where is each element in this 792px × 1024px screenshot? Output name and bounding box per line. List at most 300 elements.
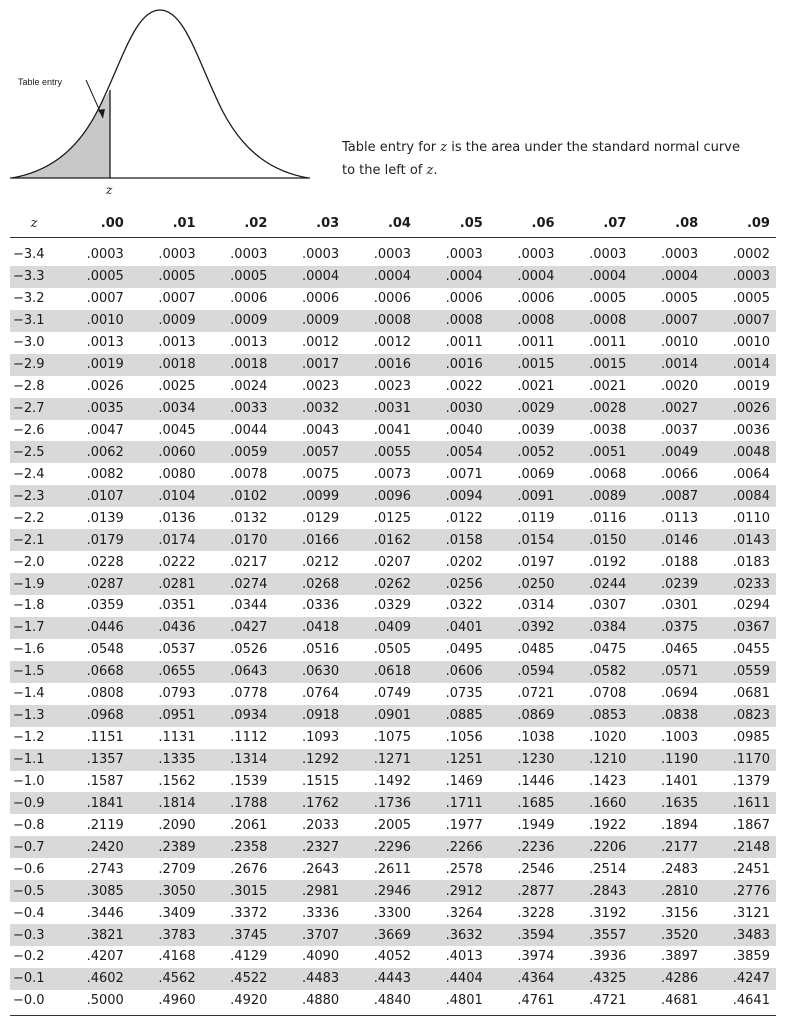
table-cell: .0023 [373,379,411,395]
column-header-z: z [30,215,38,231]
table-cell: .0548 [86,642,124,658]
table-cell: .0054 [445,444,483,460]
table-cell: .0052 [517,444,555,460]
table-cell: .0039 [517,422,555,438]
table-cell: .4207 [86,949,124,965]
table-row [10,266,776,288]
table-cell: .2090 [158,817,196,833]
table-cell: .0006 [230,291,268,307]
row-z-value: −3.4 [13,247,45,263]
row-z-value: −0.5 [13,883,45,899]
table-cell: .2676 [230,861,268,877]
table-cell: .0392 [517,620,555,636]
row-z-value: −0.2 [13,949,45,965]
table-row [10,244,776,266]
table-row [10,639,776,661]
table-cell: .3859 [732,949,770,965]
table-cell: .3409 [158,905,196,921]
table-cell: .0005 [660,291,699,307]
row-z-value: −2.8 [13,379,45,395]
table-cell: .0075 [301,466,340,482]
table-cell: .0004 [517,269,555,285]
row-z-value: −0.1 [13,971,45,987]
table-cell: .0003 [732,269,770,285]
table-cell: .0104 [158,488,196,504]
table-cell: .0262 [373,576,411,592]
table-cell: .0808 [86,686,124,702]
table-cell: .0735 [445,686,483,702]
table-cell: .0014 [660,357,699,373]
table-cell: .1814 [158,795,196,811]
table-cell: .0136 [158,510,196,526]
table-cell: .0179 [86,532,124,548]
table-cell: .3745 [230,927,268,943]
table-cell: .3594 [517,927,555,943]
table-row [10,924,776,946]
table-cell: .1292 [301,752,340,768]
row-z-value: −0.8 [13,817,45,833]
column-header: .07 [603,215,627,231]
table-cell: .2843 [589,883,627,899]
table-cell: .0146 [660,532,699,548]
table-cell: .0158 [445,532,483,548]
table-cell: .0040 [445,422,483,438]
table-cell: .1539 [230,773,268,789]
row-z-value: −2.2 [13,510,45,526]
table-cell: .0011 [517,335,555,351]
table-cell: .0375 [660,620,699,636]
table-cell: .4090 [301,949,340,965]
table-row [10,814,776,836]
z-symbol: z [426,163,434,178]
table-bottom-rule [10,1015,776,1016]
table-cell: .0384 [589,620,627,636]
table-cell: .0013 [86,335,124,351]
table-cell: .4960 [158,993,196,1009]
table-cell: .0025 [158,379,196,395]
table-cell: .0359 [86,598,124,614]
table-cell: .0409 [373,620,411,636]
table-cell: .0017 [301,357,340,373]
table-row [10,310,776,332]
table-row [10,902,776,924]
table-cell: .0013 [158,335,196,351]
table-cell: .2236 [517,839,555,855]
table-cell: .0031 [373,401,411,417]
table-cell: .4364 [517,971,555,987]
table-cell: .0012 [373,335,411,351]
row-z-value: −1.7 [13,620,45,636]
row-z-value: −1.4 [13,686,45,702]
table-cell: .0003 [517,247,555,263]
table-cell: .2451 [732,861,770,877]
table-cell: .2912 [445,883,483,899]
table-header-row [10,209,776,238]
table-cell: .0985 [732,730,770,746]
table-cell: .0069 [517,466,555,482]
table-cell: .4562 [158,971,196,987]
row-z-value: −3.1 [13,313,45,329]
column-header: .04 [387,215,411,231]
table-cell: .0004 [660,269,699,285]
table-cell: .0008 [445,313,483,329]
row-z-value: −0.3 [13,927,45,943]
table-cell: .5000 [86,993,124,1009]
table-row [10,792,776,814]
table-cell: .2389 [158,839,196,855]
table-cell: .0049 [660,444,699,460]
table-cell: .0132 [230,510,268,526]
table-cell: .0823 [732,708,770,724]
table-cell: .0853 [589,708,627,724]
table-cell: .0143 [732,532,770,548]
table-cell: .0026 [732,401,770,417]
row-z-value: −1.1 [13,752,45,768]
table-row [10,683,776,705]
table-cell: .4522 [230,971,268,987]
table-cell: .0035 [86,401,124,417]
table-cell: .1401 [660,773,699,789]
table-cell: .0281 [158,576,196,592]
table-cell: .0465 [660,642,699,658]
table-cell: .2611 [373,861,411,877]
table-cell: .0559 [732,664,770,680]
table-cell: .0057 [301,444,340,460]
table-cell: .0668 [86,664,124,680]
table-cell: .0314 [517,598,555,614]
table-row [10,946,776,968]
table-cell: .2643 [301,861,340,877]
table-cell: .0008 [589,313,627,329]
table-cell: .0681 [732,686,770,702]
table-cell: .3121 [732,905,770,921]
table-cell: .0013 [230,335,268,351]
table-cell: .0080 [158,466,196,482]
table-cell: .0427 [230,620,268,636]
table-cell: .1685 [517,795,555,811]
table-row [10,354,776,376]
table-cell: .0951 [158,708,196,724]
table-cell: .4602 [86,971,124,987]
table-cell: .0028 [589,401,627,417]
table-cell: .0015 [589,357,627,373]
table-row [10,463,776,485]
row-z-value: −0.9 [13,795,45,811]
table-cell: .0655 [158,664,196,680]
table-cell: .4013 [445,949,483,965]
table-cell: .0038 [589,422,627,438]
table-row [10,749,776,771]
table-cell: .0007 [732,313,770,329]
table-cell: .3050 [158,883,196,899]
table-cell: .0073 [373,466,411,482]
table-cell: .0008 [517,313,555,329]
table-cell: .0166 [301,532,340,548]
table-cell: .0020 [660,379,699,395]
table-cell: .0174 [158,532,196,548]
table-cell: .0268 [301,576,340,592]
table-cell: .0012 [301,335,340,351]
table-cell: .0516 [301,642,340,658]
table-cell: .0183 [732,554,770,570]
table-cell: .4721 [589,993,627,1009]
bell-curve [12,10,308,178]
table-cell: .0055 [373,444,411,460]
table-cell: .4052 [373,949,411,965]
table-cell: .2709 [158,861,196,877]
table-cell: .2358 [230,839,268,855]
table-cell: .1469 [445,773,483,789]
table-cell: .0045 [158,422,196,438]
table-cell: .0051 [589,444,627,460]
table-cell: .2119 [86,817,124,833]
table-cell: .0004 [445,269,483,285]
table-cell: .2177 [660,839,699,855]
table-cell: .0250 [517,576,555,592]
table-cell: .0526 [230,642,268,658]
table-cell: .0003 [230,247,268,263]
column-header: .00 [100,215,124,231]
shaded-area [12,90,110,178]
table-cell: .4641 [732,993,770,1009]
table-cell: .0129 [301,510,340,526]
table-cell: .0018 [158,357,196,373]
table-row [10,661,776,683]
table-cell: .0082 [86,466,124,482]
table-cell: .0033 [230,401,268,417]
table-cell: .0107 [86,488,124,504]
table-cell: .0505 [373,642,411,658]
row-z-value: −2.3 [13,488,45,504]
table-row [10,836,776,858]
table-cell: .4801 [445,993,483,1009]
table-cell: .1190 [660,752,699,768]
table-cell: .0594 [517,664,555,680]
table-cell: .0062 [86,444,124,460]
table-cell: .0009 [230,313,268,329]
table-cell: .4286 [660,971,699,987]
table-cell: .1038 [517,730,555,746]
table-cell: .0885 [445,708,483,724]
table-cell: .3156 [660,905,699,921]
table-cell: .0047 [86,422,124,438]
table-cell: .0307 [589,598,627,614]
table-cell: .0011 [589,335,627,351]
table-cell: .2296 [373,839,411,855]
table-cell: .0329 [373,598,411,614]
table-cell: .1977 [445,817,483,833]
table-cell: .0010 [86,313,124,329]
table-cell: .1611 [732,795,770,811]
table-cell: .0869 [517,708,555,724]
table-cell: .0202 [445,554,483,570]
table-cell: .0119 [517,510,555,526]
row-z-value: −2.6 [13,422,45,438]
column-header: .03 [316,215,340,231]
table-cell: .0023 [301,379,340,395]
table-cell: .1635 [660,795,699,811]
row-z-value: −2.7 [13,401,45,417]
table-cell: .0003 [373,247,411,263]
table-cell: .0006 [517,291,555,307]
column-header: .02 [244,215,268,231]
table-cell: .0244 [589,576,627,592]
table-cell: .0778 [230,686,268,702]
table-cell: .0060 [158,444,196,460]
table-cell: .1003 [660,730,699,746]
table-cell: .3300 [373,905,411,921]
table-cell: .0606 [445,664,483,680]
table-row [10,529,776,551]
table-row [10,420,776,442]
table-cell: .0003 [301,247,340,263]
row-z-value: −3.0 [13,335,45,351]
table-cell: .0708 [589,686,627,702]
table-cell: .3228 [517,905,555,921]
table-cell: .1492 [373,773,411,789]
row-z-value: −1.0 [13,773,45,789]
table-cell: .3483 [732,927,770,943]
table-cell: .0222 [158,554,196,570]
table-cell: .2514 [589,861,627,877]
table-cell: .3936 [589,949,627,965]
table-cell: .0030 [445,401,483,417]
table-cell: .0007 [660,313,699,329]
table-cell: .0162 [373,532,411,548]
table-cell: .1357 [86,752,124,768]
table-row [10,880,776,902]
table-caption: Table entry for z is the area under the standard normal curve to the left of z. [342,140,740,178]
table-cell: .0793 [158,686,196,702]
row-z-value: −1.6 [13,642,45,658]
table-row [10,771,776,793]
table-cell: .0217 [230,554,268,570]
table-cell: .0084 [732,488,770,504]
table-cell: .0228 [86,554,124,570]
table-cell: .4168 [158,949,196,965]
table-cell: .1736 [373,795,411,811]
table-cell: .0015 [517,357,555,373]
table-cell: .3520 [660,927,699,943]
table-row [10,376,776,398]
table-cell: .0475 [589,642,627,658]
table-row [10,573,776,595]
table-cell: .0014 [732,357,770,373]
table-cell: .1894 [660,817,699,833]
table-cell: .0021 [589,379,627,395]
table-cell: .0294 [732,598,770,614]
table-cell: .2148 [732,839,770,855]
table-cell: .3669 [373,927,411,943]
table-cell: .0043 [301,422,340,438]
table-cell: .0418 [301,620,340,636]
table-cell: .2483 [660,861,699,877]
table-cell: .0934 [230,708,268,724]
table-cell: .0344 [230,598,268,614]
table-cell: .0582 [589,664,627,680]
table-cell: .0005 [589,291,627,307]
table-cell: .1112 [230,730,268,746]
row-z-value: −1.2 [13,730,45,746]
table-cell: .0102 [230,488,268,504]
table-cell: .3192 [589,905,627,921]
table-cell: .1867 [732,817,770,833]
table-cell: .0068 [589,466,627,482]
table-cell: .1151 [86,730,124,746]
table-cell: .2033 [301,817,340,833]
table-cell: .1020 [589,730,627,746]
table-cell: .0002 [732,247,770,263]
table-cell: .0188 [660,554,699,570]
table-cell: .3446 [86,905,124,921]
table-cell: .0113 [660,510,699,526]
table-cell: .1949 [517,817,555,833]
table-cell: .2877 [517,883,555,899]
table-cell: .1230 [517,752,555,768]
table-cell: .0436 [158,620,196,636]
table-cell: .2946 [373,883,411,899]
table-row [10,595,776,617]
row-z-value: −1.9 [13,576,45,592]
table-cell: .2206 [589,839,627,855]
table-cell: .0009 [158,313,196,329]
table-cell: .3821 [86,927,124,943]
table-cell: .0044 [230,422,268,438]
table-cell: .3085 [86,883,124,899]
table-cell: .2266 [445,839,483,855]
table-cell: .1335 [158,752,196,768]
table-cell: .3015 [230,883,268,899]
table-cell: .0351 [158,598,196,614]
table-cell: .0022 [445,379,483,395]
table-cell: .0901 [373,708,411,724]
row-z-value: −0.4 [13,905,45,921]
table-cell: .0336 [301,598,340,614]
table-row [10,968,776,990]
table-cell: .0618 [373,664,411,680]
column-header: .05 [459,215,483,231]
table-cell: .4880 [301,993,340,1009]
table-cell: .0367 [732,620,770,636]
table-cell: .1660 [589,795,627,811]
table-cell: .0139 [86,510,124,526]
table-cell: .4761 [517,993,555,1009]
row-z-value: −2.1 [13,532,45,548]
table-cell: .4681 [660,993,699,1009]
table-cell: .0749 [373,686,411,702]
table-cell: .0150 [589,532,627,548]
table-cell: .1075 [373,730,411,746]
table-cell: .2061 [230,817,268,833]
table-cell: .0212 [301,554,340,570]
table-cell: .3632 [445,927,483,943]
table-cell: .1131 [158,730,196,746]
table-row [10,441,776,463]
table-cell: .0018 [230,357,268,373]
table-cell: .4483 [301,971,340,987]
table-cell: .0036 [732,422,770,438]
row-z-value: −1.3 [13,708,45,724]
table-cell: .0207 [373,554,411,570]
row-z-value: −2.9 [13,357,45,373]
table-cell: .1711 [445,795,483,811]
table-cell: .0125 [373,510,411,526]
table-body [10,244,776,1012]
table-cell: .0021 [517,379,555,395]
table-cell: .2776 [732,883,770,899]
row-z-value: −2.0 [13,554,45,570]
table-cell: .0026 [86,379,124,395]
